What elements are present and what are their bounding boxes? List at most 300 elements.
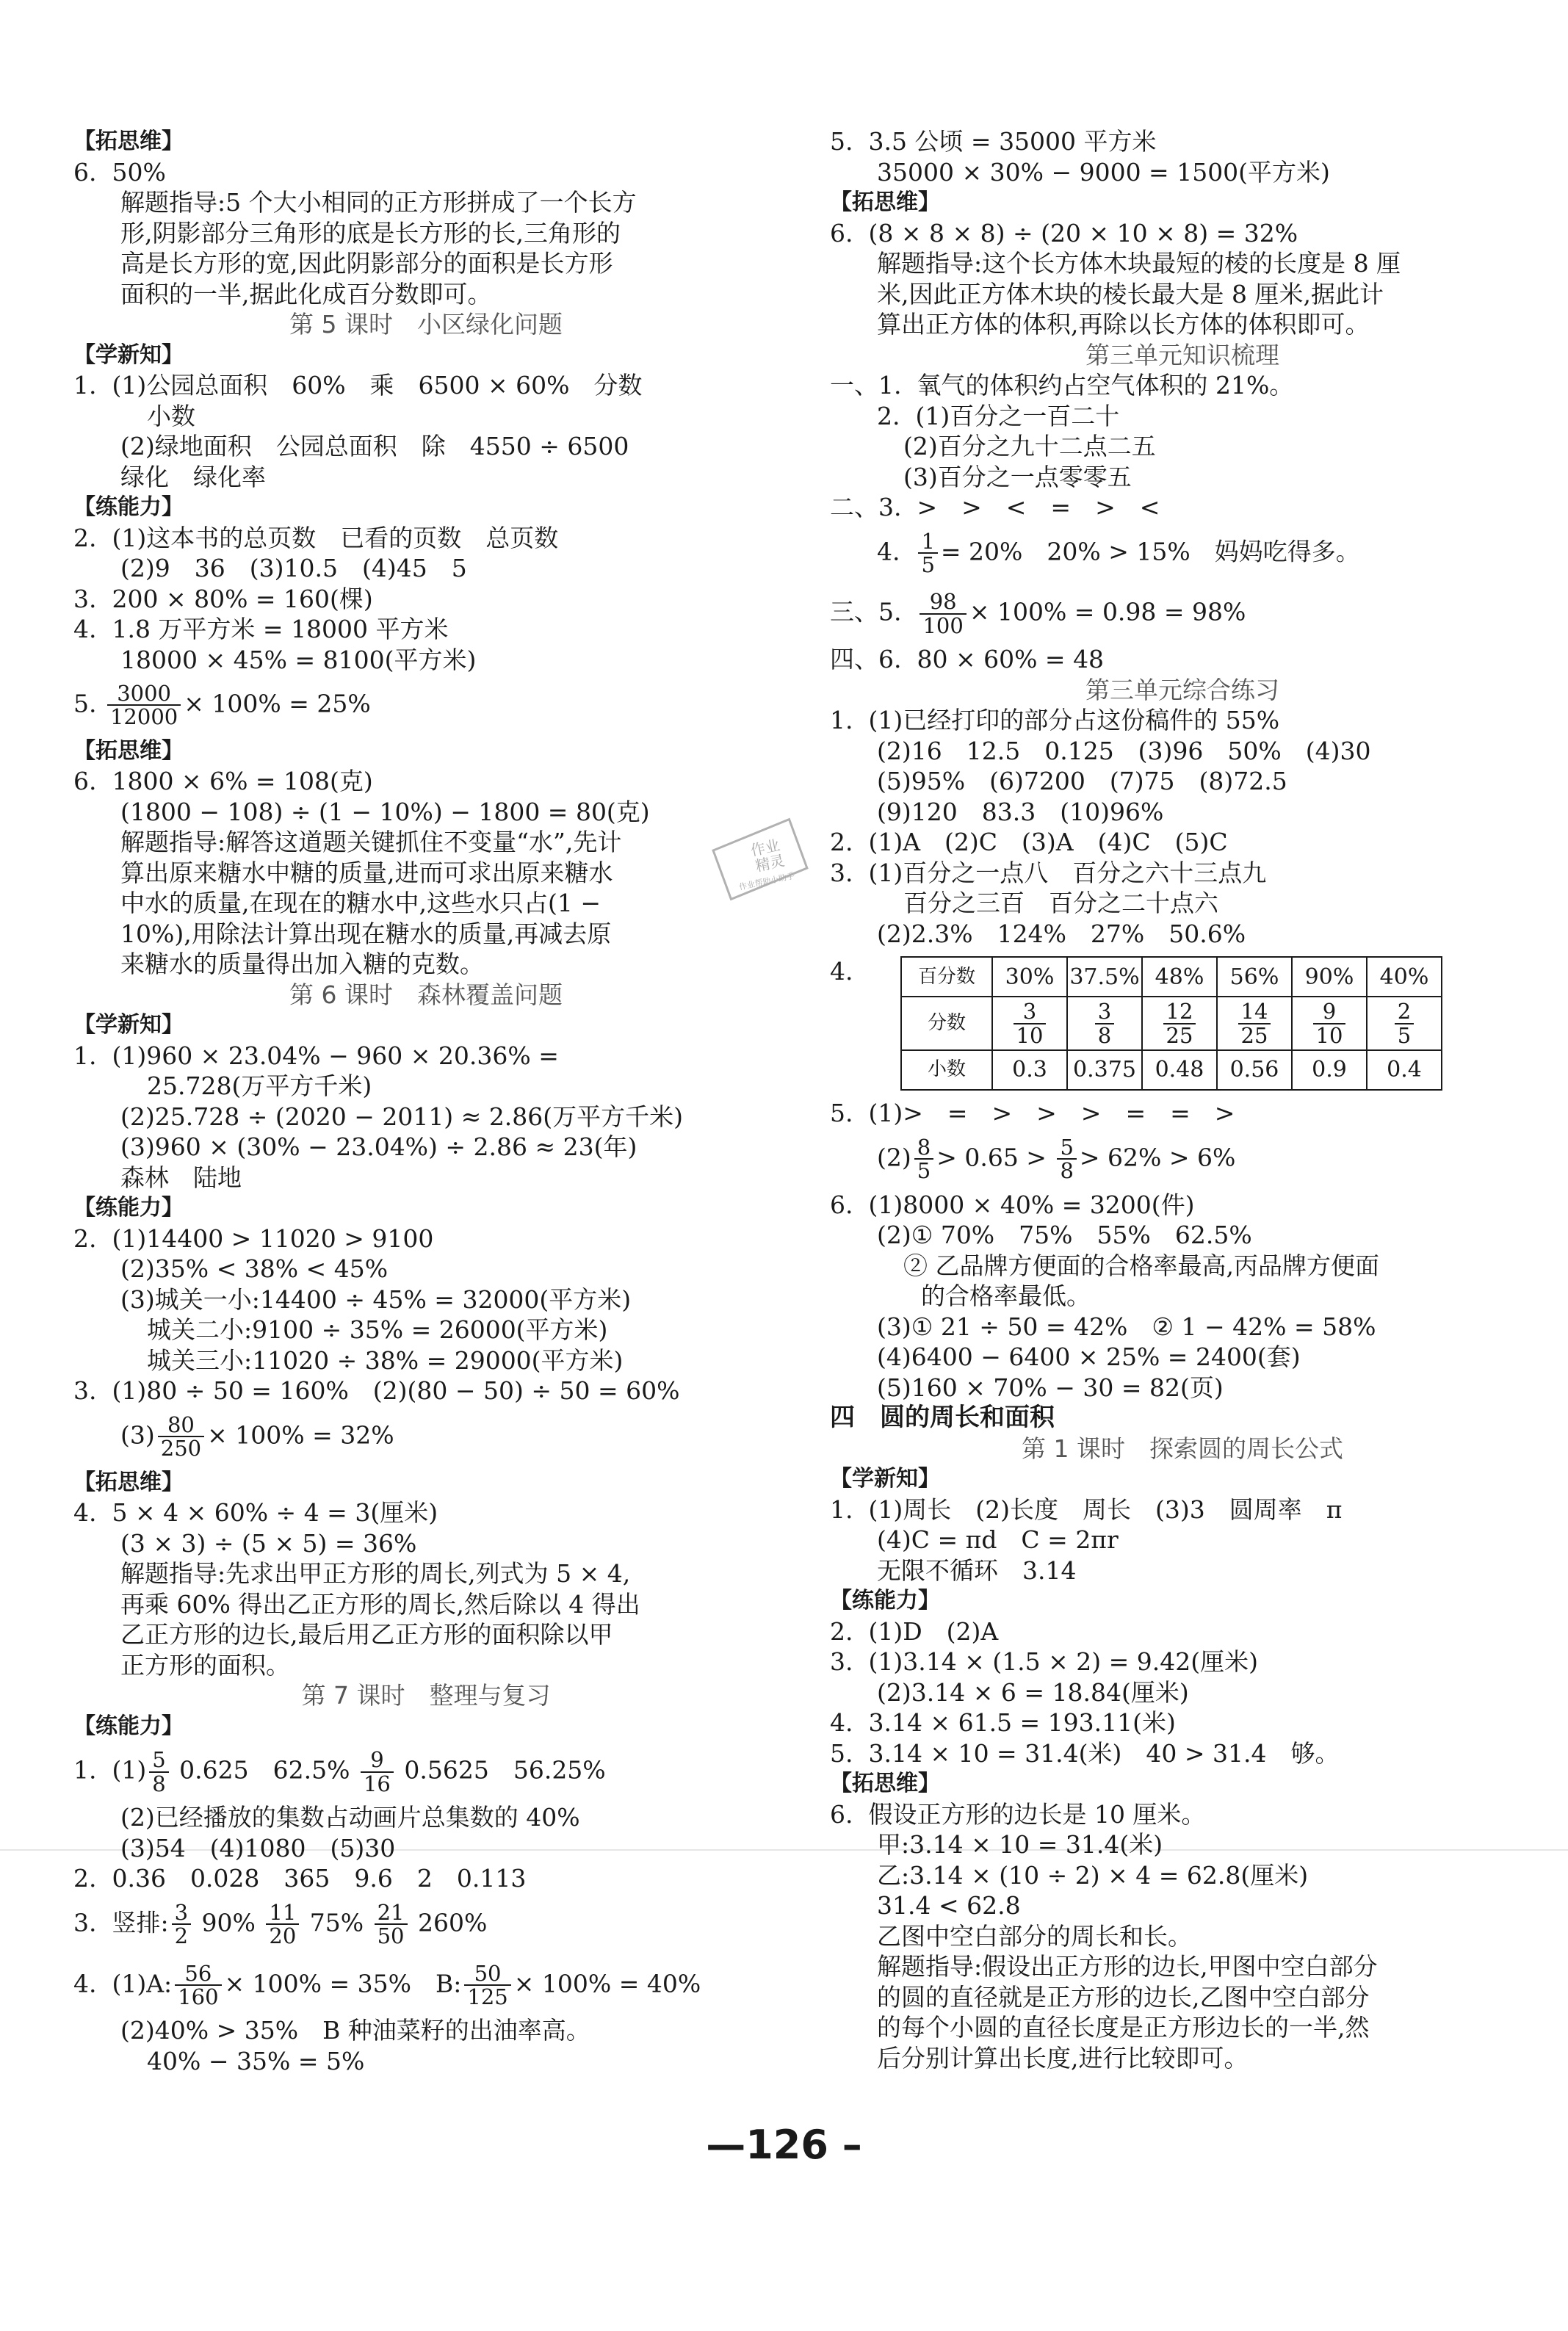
answer-line — [830, 1890, 1535, 1921]
answer-table-block — [830, 956, 1535, 1091]
line-text: (4)C = πd C = 2πr — [877, 1525, 1119, 1554]
line-text: = 20% 20% > 15% 妈妈吃得多。 — [940, 536, 1360, 565]
line-text: 10%),用除法计算出现在糖水的质量,再减去原 — [120, 919, 612, 948]
line-text: 中水的质量,在现在的糖水中,这些水只占(1 − — [120, 889, 601, 918]
fraction — [1163, 1000, 1196, 1047]
fraction-denominator: 50 — [377, 1923, 405, 1949]
line-text: (2)已经播放的集数占动画片总集数的 40% — [120, 1803, 580, 1832]
fraction — [175, 1962, 221, 2009]
table-cell: 0.9 — [1292, 1050, 1367, 1090]
line-text: (3)城关一小:14400 ÷ 45% = 32000(平方米) — [120, 1284, 632, 1314]
fraction — [266, 1901, 299, 1948]
line-text: 第三单元知识梳理 — [1085, 340, 1279, 369]
answer-line — [73, 1254, 778, 1284]
line-text: 2. (1)14400 > 11020 > 9100 — [73, 1224, 434, 1253]
section-heading — [73, 1010, 778, 1041]
line-text: 无限不循环 3.14 — [877, 1555, 1077, 1585]
line-text: 2. (1)D (2)A — [830, 1616, 999, 1646]
line-text: 乙:3.14 × (10 ÷ 2) × 4 = 62.8(厘米) — [877, 1860, 1309, 1890]
line-text: 1. (1)960 × 23.04% − 960 × 20.36% = — [73, 1041, 559, 1070]
fraction-numerator: 14 — [1238, 1000, 1271, 1024]
answer-line — [73, 1041, 778, 1071]
answer-line — [830, 1190, 1535, 1221]
line-text: (2)2.3% 124% 27% 50.6% — [877, 919, 1246, 948]
line-text: 3. (1)80 ÷ 50 = 160% (2)(80 − 50) ÷ 50 = 60% — [73, 1376, 680, 1406]
line-text: 3. 竖排: — [73, 1908, 169, 1937]
line-text: 【练能力】 — [73, 494, 184, 520]
line-text: 算出正方体的体积,再除以长方体的体积即可。 — [877, 310, 1370, 339]
table-cell — [1067, 997, 1142, 1050]
section-heading — [830, 1586, 1535, 1616]
table-cell: 0.48 — [1142, 1050, 1217, 1090]
lesson-title — [73, 980, 778, 1011]
line-text: 3. (1)百分之一点八 百分之六十三点九 — [830, 858, 1267, 887]
line-text: 第 5 课时 小区绿化问题 — [289, 310, 563, 339]
fraction — [464, 1962, 510, 2009]
line-text: (3 × 3) ÷ (5 × 5) = 36% — [120, 1528, 417, 1558]
fraction-numerator: 11 — [266, 1901, 299, 1925]
answer-line — [830, 1220, 1535, 1251]
answer-line — [830, 858, 1535, 889]
right-column-bottom — [830, 1098, 1535, 2073]
answer-line — [830, 1616, 1535, 1647]
table-row-header: 百分数 — [901, 957, 992, 997]
line-text: 【学新知】 — [73, 341, 184, 368]
fraction-numerator: 50 — [464, 1962, 510, 1986]
line-text: 形,阴影部分三角形的底是长方形的长,三角形的 — [120, 218, 621, 247]
answer-line — [830, 736, 1535, 767]
line-text: (3)960 × (30% − 23.04%) ÷ 2.86 ≈ 23(年) — [120, 1132, 637, 1162]
lesson-title — [830, 675, 1535, 706]
answer-line — [830, 523, 1535, 584]
answer-line — [830, 888, 1535, 919]
line-text: (2)百分之九十二点二五 — [903, 432, 1156, 460]
line-text: > 62% > 6% — [1079, 1143, 1236, 1172]
fraction — [1095, 1000, 1114, 1047]
fraction-numerator: 3000 — [107, 682, 181, 706]
table-cell: 0.4 — [1367, 1050, 1442, 1090]
section-heading — [73, 126, 778, 157]
answer-line — [73, 1376, 778, 1406]
answer-line — [830, 1707, 1535, 1738]
line-text: 【拓思维】 — [830, 1771, 940, 1796]
line-text: (3)54 (4)1080 (5)30 — [120, 1833, 396, 1862]
line-text: × 100% = 32% — [207, 1420, 394, 1450]
answer-line — [830, 1829, 1535, 1860]
answer-line — [73, 1102, 778, 1132]
answer-line — [73, 370, 778, 401]
answer-line — [830, 705, 1535, 736]
answer-line — [73, 1284, 778, 1315]
fraction-denominator: 10 — [1315, 1022, 1343, 1048]
left-column — [73, 126, 778, 2076]
line-text: 260% — [410, 1908, 488, 1937]
fraction-denominator: 100 — [922, 612, 964, 638]
line-text: 5. (1)> = > > > = = > — [830, 1099, 1235, 1128]
fraction-denominator: 250 — [160, 1436, 202, 1461]
line-text: 一、1. 氧气的体积约占空气体积的 21%。 — [830, 371, 1294, 400]
line-text: 来糖水的质量得出加入糖的克数。 — [120, 950, 484, 979]
answer-line — [73, 1802, 778, 1833]
table-cell: 48% — [1142, 957, 1217, 997]
fraction-denominator: 8 — [1060, 1158, 1074, 1184]
table-row-header: 分数 — [901, 997, 992, 1050]
line-text: 6. (1)8000 × 40% = 3200(件) — [830, 1190, 1195, 1219]
answer-line — [73, 827, 778, 858]
answer-line — [73, 1894, 778, 1955]
line-text: 后分别计算出长度,进行比较即可。 — [877, 2043, 1249, 2072]
answer-line — [830, 1525, 1535, 1555]
line-text: (2)9 36 (3)10.5 (4)45 5 — [120, 554, 467, 582]
table-cell — [1292, 997, 1367, 1050]
answer-line — [830, 2043, 1535, 2074]
line-text: ② 乙品牌方便面的合格率最高,丙品牌方便面 — [903, 1251, 1379, 1280]
page-number: —126 – — [706, 2122, 862, 2168]
fraction-denominator: 125 — [467, 1984, 508, 2009]
fraction — [149, 1749, 168, 1795]
line-text: 正方形的面积。 — [120, 1650, 290, 1680]
answer-line — [73, 949, 778, 980]
answer-line — [73, 858, 778, 889]
line-text: × 100% = 0.98 = 98% — [969, 597, 1246, 626]
answer-line — [73, 553, 778, 584]
lesson-title — [830, 340, 1535, 371]
line-text: 18000 × 45% = 8100(平方米) — [120, 645, 477, 674]
fraction-denominator: 25 — [1166, 1022, 1193, 1048]
answer-line — [73, 1345, 778, 1376]
line-text: 35000 × 30% − 9000 = 1500(平方米) — [877, 157, 1330, 187]
svg-text:作业: 作业 — [748, 836, 781, 860]
answer-line — [73, 523, 778, 554]
fraction — [1313, 1000, 1346, 1047]
line-text: (3)百分之一点零零五 — [903, 462, 1132, 491]
line-text: 【拓思维】 — [73, 129, 184, 154]
fraction-denominator: 5 — [1397, 1022, 1412, 1048]
answer-line — [830, 583, 1535, 644]
lesson-title — [73, 309, 778, 340]
answer-line — [830, 1098, 1535, 1129]
line-text: 1. (1)已经打印的部分占这份稿件的 55% — [830, 706, 1280, 735]
line-text: (5)95% (6)7200 (7)75 (8)72.5 — [877, 767, 1287, 796]
answer-line — [73, 919, 778, 950]
fraction-numerator: 21 — [375, 1901, 408, 1925]
line-text: 6. 假设正方形的边长是 10 厘米。 — [830, 1799, 1206, 1829]
answer-line — [73, 888, 778, 919]
table-row-fraction — [901, 997, 1442, 1050]
answer-line — [73, 797, 778, 828]
section-heading — [73, 1467, 778, 1498]
answer-line — [73, 279, 778, 310]
answer-line — [830, 797, 1535, 828]
fraction-numerator: 5 — [149, 1749, 168, 1772]
answer-line — [73, 1163, 778, 1193]
answer-line — [830, 1129, 1535, 1190]
line-text: (2)25.728 ÷ (2020 − 2011) ≈ 2.86(万平方千米) — [120, 1102, 684, 1131]
answer-line — [73, 1558, 778, 1589]
fraction-numerator: 1 — [918, 530, 937, 554]
fraction — [361, 1749, 394, 1795]
fraction-numerator: 12 — [1163, 1000, 1196, 1024]
line-text: 小数 — [147, 401, 195, 430]
answer-line — [830, 766, 1535, 797]
line-text: 4. 5 × 4 × 60% ÷ 4 = 3(厘米) — [73, 1498, 438, 1528]
answer-line — [73, 2015, 778, 2046]
answer-line — [73, 675, 778, 736]
fraction-numerator: 9 — [1313, 1000, 1346, 1024]
table-cell — [1217, 997, 1292, 1050]
line-text: 4. 1.8 万平方米 = 18000 平方米 — [73, 615, 449, 643]
table-cell — [992, 997, 1067, 1050]
line-text: 【练能力】 — [73, 1713, 184, 1739]
answer-line — [73, 645, 778, 676]
table-cell: 0.375 — [1067, 1050, 1142, 1090]
answer-line — [830, 1312, 1535, 1342]
fraction — [914, 1136, 933, 1182]
section-heading — [73, 492, 778, 523]
fraction — [918, 530, 937, 577]
section-heading — [830, 187, 1535, 218]
answer-line — [830, 1982, 1535, 2013]
line-text: 解题指导:5 个大小相同的正方形拼成了一个长方 — [120, 188, 637, 217]
line-text: 解题指导:假设出正方形的边长,甲图中空白部分 — [877, 1952, 1378, 1981]
answer-line — [830, 248, 1535, 279]
line-text: 第 1 课时 探索圆的周长公式 — [1022, 1434, 1343, 1463]
line-text: 75% — [302, 1908, 372, 1937]
fraction-denominator: 5 — [917, 1158, 931, 1184]
answer-line — [73, 1224, 778, 1254]
line-text: 三、5. — [830, 597, 917, 626]
answer-line — [73, 1741, 778, 1802]
answer-line — [830, 1373, 1535, 1403]
line-text: 乙图中空白部分的周长和长。 — [877, 1921, 1192, 1951]
line-text: (9)120 83.3 (10)96% — [877, 797, 1164, 826]
answer-line — [830, 1677, 1535, 1708]
line-text: × 100% = 35% B: — [224, 1968, 462, 1998]
line-text: (2) — [877, 1143, 911, 1172]
answer-line — [73, 187, 778, 218]
fraction — [1395, 1000, 1414, 1047]
fraction-denominator: 20 — [269, 1923, 297, 1949]
section-heading — [830, 1768, 1535, 1799]
line-text: 【拓思维】 — [73, 1469, 184, 1495]
fraction-numerator: 98 — [920, 590, 966, 614]
answer-line — [73, 401, 778, 432]
fraction-numerator: 5 — [1057, 1136, 1076, 1160]
fraction-denominator: 25 — [1240, 1022, 1268, 1048]
fraction-denominator: 16 — [363, 1771, 391, 1796]
fraction-denominator: 5 — [921, 552, 935, 577]
line-text: 1. (1)周长 (2)长度 周长 (3)3 圆周率 π — [830, 1495, 1343, 1524]
fraction — [1238, 1000, 1271, 1047]
unit-heading — [830, 1403, 1535, 1434]
answer-line — [73, 1863, 778, 1894]
table-cell: 37.5% — [1067, 957, 1142, 997]
line-text: 面积的一半,据此化成百分数即可。 — [120, 279, 492, 308]
answer-line — [830, 1921, 1535, 1952]
answer-line — [73, 1315, 778, 1345]
line-text: 5. 3.14 × 10 = 31.4(米) 40 > 31.4 够。 — [830, 1738, 1340, 1768]
answer-line — [830, 2012, 1535, 2043]
line-text: (2)① 70% 75% 55% 62.5% — [877, 1221, 1252, 1249]
line-text: 百分之三百 百分之二十点六 — [903, 889, 1218, 918]
answer-line — [830, 1799, 1535, 1830]
line-text: (2)绿地面积 公园总面积 除 4550 ÷ 6500 — [120, 432, 629, 460]
answer-line — [830, 401, 1535, 432]
line-text: 算出原来糖水中糖的质量,进而可求出原来糖水 — [120, 858, 613, 887]
table-cell: 30% — [992, 957, 1067, 997]
line-text: 0.5625 56.25% — [396, 1755, 606, 1785]
answer-line — [73, 1619, 778, 1650]
fraction-numerator: 2 — [1395, 1000, 1414, 1024]
line-text: 城关二小:9100 ÷ 35% = 26000(平方米) — [147, 1315, 608, 1345]
line-text: 25.728(万平方千米) — [147, 1071, 372, 1101]
svg-text:精灵: 精灵 — [754, 851, 787, 875]
line-text: 解题指导:先求出甲正方形的周长,列式为 5 × 4, — [120, 1559, 631, 1589]
lesson-title — [830, 1434, 1535, 1464]
fraction-numerator: 3 — [1095, 1000, 1114, 1024]
section-heading — [73, 736, 778, 767]
fraction — [1057, 1136, 1076, 1182]
line-text: (4)6400 − 6400 × 25% = 2400(套) — [877, 1342, 1301, 1371]
answer-line — [830, 1738, 1535, 1769]
fraction — [1014, 1000, 1047, 1047]
table-cell: 0.56 — [1217, 1050, 1292, 1090]
answer-line — [830, 1495, 1535, 1525]
section-heading — [73, 340, 778, 371]
line-text: 第三单元综合练习 — [1085, 675, 1279, 704]
line-text: 再乘 60% 得出乙正方形的周长,然后除以 4 得出 — [120, 1589, 640, 1619]
line-text: 乙正方形的边长,最后用乙正方形的面积除以甲 — [120, 1620, 613, 1649]
line-text: 四、6. 80 × 60% = 48 — [830, 645, 1105, 674]
table-cell — [1367, 997, 1442, 1050]
fraction-denominator: 12000 — [109, 704, 178, 730]
line-text: 第 7 课时 整理与复习 — [301, 1681, 551, 1710]
line-text: (3)① 21 ÷ 50 = 42% ② 1 − 42% = 58% — [877, 1312, 1376, 1341]
answer-line — [830, 431, 1535, 462]
table-row-decimal — [901, 1050, 1442, 1090]
line-text: (5)160 × 70% − 30 = 82(页) — [877, 1373, 1224, 1402]
line-text: 2. (1)百分之一百二十 — [877, 401, 1120, 430]
fraction-numerator: 9 — [361, 1749, 394, 1772]
line-text: 的圆的直径就是正方形的边长,乙图中空白部分 — [877, 1982, 1370, 2012]
line-text: 1. (1)公园总面积 60% 乘 6500 × 60% 分数 — [73, 371, 643, 400]
fraction-numerator: 3 — [172, 1901, 191, 1925]
line-text: 【学新知】 — [73, 1012, 184, 1038]
answer-line — [73, 1497, 778, 1528]
table-question-number: 4. — [830, 957, 853, 986]
line-text: 0.625 62.5% — [171, 1755, 358, 1785]
line-text: 二、3. > > < = > < — [830, 493, 1160, 521]
line-text: 31.4 < 62.8 — [877, 1891, 1021, 1920]
line-text: 2. 0.36 0.028 365 9.6 2 0.113 — [73, 1864, 527, 1893]
line-text: 【学新知】 — [830, 1466, 940, 1492]
svg-text:作业帮助小助手: 作业帮助小助手 — [737, 870, 796, 892]
lesson-title — [73, 1680, 778, 1711]
fraction-denominator: 10 — [1016, 1022, 1044, 1048]
line-text: 6. (8 × 8 × 8) ÷ (20 × 10 × 8) = 32% — [830, 218, 1298, 247]
line-text: 5. — [73, 689, 104, 718]
fraction-denominator: 8 — [1097, 1022, 1112, 1048]
answer-line — [73, 1071, 778, 1102]
fraction-denominator: 160 — [178, 1984, 219, 2009]
table-cell: 0.3 — [992, 1050, 1067, 1090]
line-text: 1. (1) — [73, 1755, 147, 1785]
table-cell: 56% — [1217, 957, 1292, 997]
line-text: 的每个小圆的直径长度是正方形边长的一半,然 — [877, 2013, 1370, 2042]
line-text: 第 6 课时 森林覆盖问题 — [289, 980, 563, 1009]
line-text: 【练能力】 — [830, 1588, 940, 1613]
line-text: > 0.65 > — [936, 1143, 1055, 1172]
line-text: 城关三小:11020 ÷ 38% = 29000(平方米) — [147, 1345, 624, 1375]
line-text: 2. (1)A (2)C (3)A (4)C (5)C — [830, 828, 1228, 857]
line-text: 解题指导:这个长方体木块最短的棱的长度是 8 厘 — [877, 249, 1401, 278]
right-column-top — [830, 126, 1535, 949]
line-text: 甲:3.14 × 10 = 31.4(米) — [877, 1830, 1163, 1859]
answer-line — [73, 462, 778, 493]
line-text: 的合格率最低。 — [921, 1282, 1091, 1310]
line-text: (2)40% > 35% B 种油菜籽的出油率高。 — [120, 2016, 590, 2045]
fraction-numerator: 3 — [1014, 1000, 1047, 1024]
line-text: 【拓思维】 — [73, 737, 184, 764]
table-row-percent — [901, 957, 1442, 997]
answer-line — [830, 1281, 1535, 1312]
fraction — [920, 590, 966, 637]
line-text: 40% − 35% = 5% — [147, 2046, 365, 2075]
line-text: (2)3.14 × 6 = 18.84(厘米) — [877, 1677, 1189, 1707]
answer-line — [73, 766, 778, 797]
line-text: (2)35% < 38% < 45% — [120, 1254, 389, 1284]
line-text: (2)16 12.5 0.125 (3)96 50% (4)30 — [877, 736, 1371, 765]
answer-line — [830, 1555, 1535, 1586]
line-text: × 100% = 25% — [184, 689, 371, 718]
line-text: 四 圆的周长和面积 — [830, 1403, 1055, 1432]
fraction-numerator: 80 — [158, 1414, 204, 1437]
answer-line — [73, 1528, 778, 1559]
line-text: 90% — [194, 1908, 264, 1937]
table-row-header: 小数 — [901, 1050, 992, 1090]
fraction-numerator: 56 — [175, 1962, 221, 1986]
table-cell: 90% — [1292, 957, 1367, 997]
line-text: 解题指导:解答这道题关键抓住不变量“水”,先计 — [120, 828, 622, 857]
line-text: 4. 3.14 × 61.5 = 193.11(米) — [830, 1708, 1176, 1737]
answer-line — [830, 218, 1535, 249]
section-heading — [73, 1711, 778, 1742]
table-cell: 40% — [1367, 957, 1442, 997]
answer-line — [830, 309, 1535, 340]
line-text: 4. — [877, 536, 916, 565]
answer-line — [830, 644, 1535, 675]
line-text: 4. (1)A: — [73, 1968, 173, 1998]
answer-line — [830, 492, 1535, 523]
answer-line — [830, 919, 1535, 950]
answer-line — [73, 218, 778, 249]
answer-line — [73, 1406, 778, 1467]
answer-line — [73, 248, 778, 279]
line-text: (1800 − 108) ÷ (1 − 10%) − 1800 = 80(克) — [120, 797, 650, 826]
answer-line — [73, 1833, 778, 1864]
answer-line — [73, 614, 778, 645]
answer-line — [830, 1951, 1535, 1982]
answer-line — [830, 279, 1535, 310]
answer-line — [830, 1647, 1535, 1677]
answer-line — [73, 1589, 778, 1620]
fraction — [107, 682, 181, 729]
line-text: 森林 陆地 — [120, 1163, 242, 1192]
line-text: 【拓思维】 — [830, 189, 940, 215]
line-text: 5. 3.5 公顷 = 35000 平方米 — [830, 127, 1157, 156]
line-text: 6. 1800 × 6% = 108(克) — [73, 767, 373, 796]
table-cell — [1142, 997, 1217, 1050]
